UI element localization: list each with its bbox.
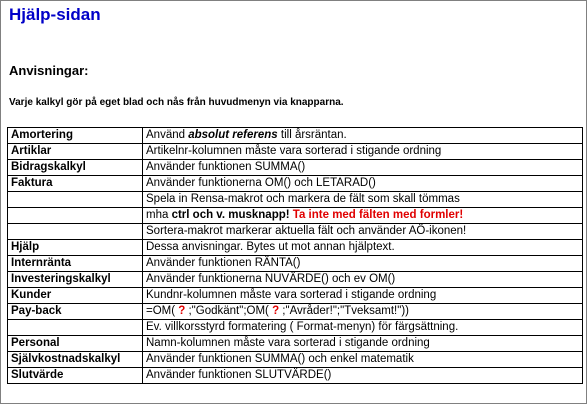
term-cell: Kunder xyxy=(8,288,143,304)
page-title: Hjälp-sidan xyxy=(9,5,101,24)
term-cell xyxy=(8,192,143,208)
emphasis-text: absolut referens xyxy=(188,129,278,141)
table-row xyxy=(8,288,583,304)
table-row xyxy=(8,352,583,368)
term-cell: Personal xyxy=(8,336,143,352)
term-cell xyxy=(8,320,143,336)
description-cell: Använder funktionen SUMMA() och enkel matematik xyxy=(143,352,583,368)
help-table xyxy=(7,127,583,384)
description-cell: Namn-kolumnen måste vara sorterad i stigande ordning xyxy=(143,336,583,352)
formula-text: =OM( xyxy=(146,305,179,317)
table-row xyxy=(8,208,583,224)
table-row xyxy=(8,192,583,208)
description-cell: Spela in Rensa-makrot och markera de fält som skall tömmas xyxy=(143,192,583,208)
term-cell: Amortering xyxy=(8,128,143,144)
table-row xyxy=(8,304,583,320)
table-row xyxy=(8,224,583,240)
description-cell xyxy=(143,208,583,224)
description-text: till årsräntan. xyxy=(277,129,347,141)
description-cell xyxy=(143,128,583,144)
formula-text: ;"Avråder!";"Tveksamt!")) xyxy=(279,305,409,317)
description-cell: Använder funktionen SUMMA() xyxy=(143,160,583,176)
term-cell: Hjälp xyxy=(8,240,143,256)
description-text: Använd xyxy=(146,129,189,141)
question-mark-icon: ? xyxy=(272,305,280,317)
table-row xyxy=(8,272,583,288)
description-cell: Kundnr-kolumnen måste vara sorterad i stigande ordning xyxy=(143,288,583,304)
term-cell: Pay-back xyxy=(8,304,143,320)
term-cell xyxy=(8,224,143,240)
description-text: mha xyxy=(146,209,172,221)
description-cell: Använder funktionen RÄNTA() xyxy=(143,256,583,272)
warning-text: Ta inte med fälten med formler! xyxy=(289,209,464,221)
table-row xyxy=(8,256,583,272)
table-row xyxy=(8,176,583,192)
description-cell: Använder funktionerna NUVÄRDE() och ev OM() xyxy=(143,272,583,288)
term-cell: Självkostnadskalkyl xyxy=(8,352,143,368)
description-cell xyxy=(143,304,583,320)
table-row xyxy=(8,144,583,160)
description-cell: Dessa anvisningar. Bytes ut mot annan hjälptext. xyxy=(143,240,583,256)
description-cell: Använder funktionen SLUTVÄRDE() xyxy=(143,368,583,384)
term-cell: Artiklar xyxy=(8,144,143,160)
term-cell: Slutvärde xyxy=(8,368,143,384)
instructions-heading: Anvisningar: xyxy=(9,63,89,78)
table-row xyxy=(8,368,583,384)
table-row xyxy=(8,160,583,176)
table-row xyxy=(8,128,583,144)
description-cell: Ev. villkorsstyrd formatering ( Format-menyn) för färgsättning. xyxy=(143,320,583,336)
term-cell: Internränta xyxy=(8,256,143,272)
description-cell: Sortera-makrot markerar aktuella fält och använder AÖ-ikonen! xyxy=(143,224,583,240)
term-cell: Faktura xyxy=(8,176,143,192)
table-row xyxy=(8,240,583,256)
term-cell: Investeringskalkyl xyxy=(8,272,143,288)
description-cell: Använder funktionerna OM() och LETARAD() xyxy=(143,176,583,192)
term-cell xyxy=(8,208,143,224)
question-mark-icon: ? xyxy=(178,305,186,317)
description-cell: Artikelnr-kolumnen måste vara sorterad i stigande ordning xyxy=(143,144,583,160)
formula-text: ;"Godkänt";OM( xyxy=(185,305,273,317)
table-row xyxy=(8,336,583,352)
table-row xyxy=(8,320,583,336)
emphasis-text: ctrl och v. musknapp! xyxy=(171,209,290,221)
intro-text: Varje kalkyl gör på eget blad och nås från huvudmenyn via knapparna. xyxy=(9,97,344,108)
term-cell: Bidragskalkyl xyxy=(8,160,143,176)
